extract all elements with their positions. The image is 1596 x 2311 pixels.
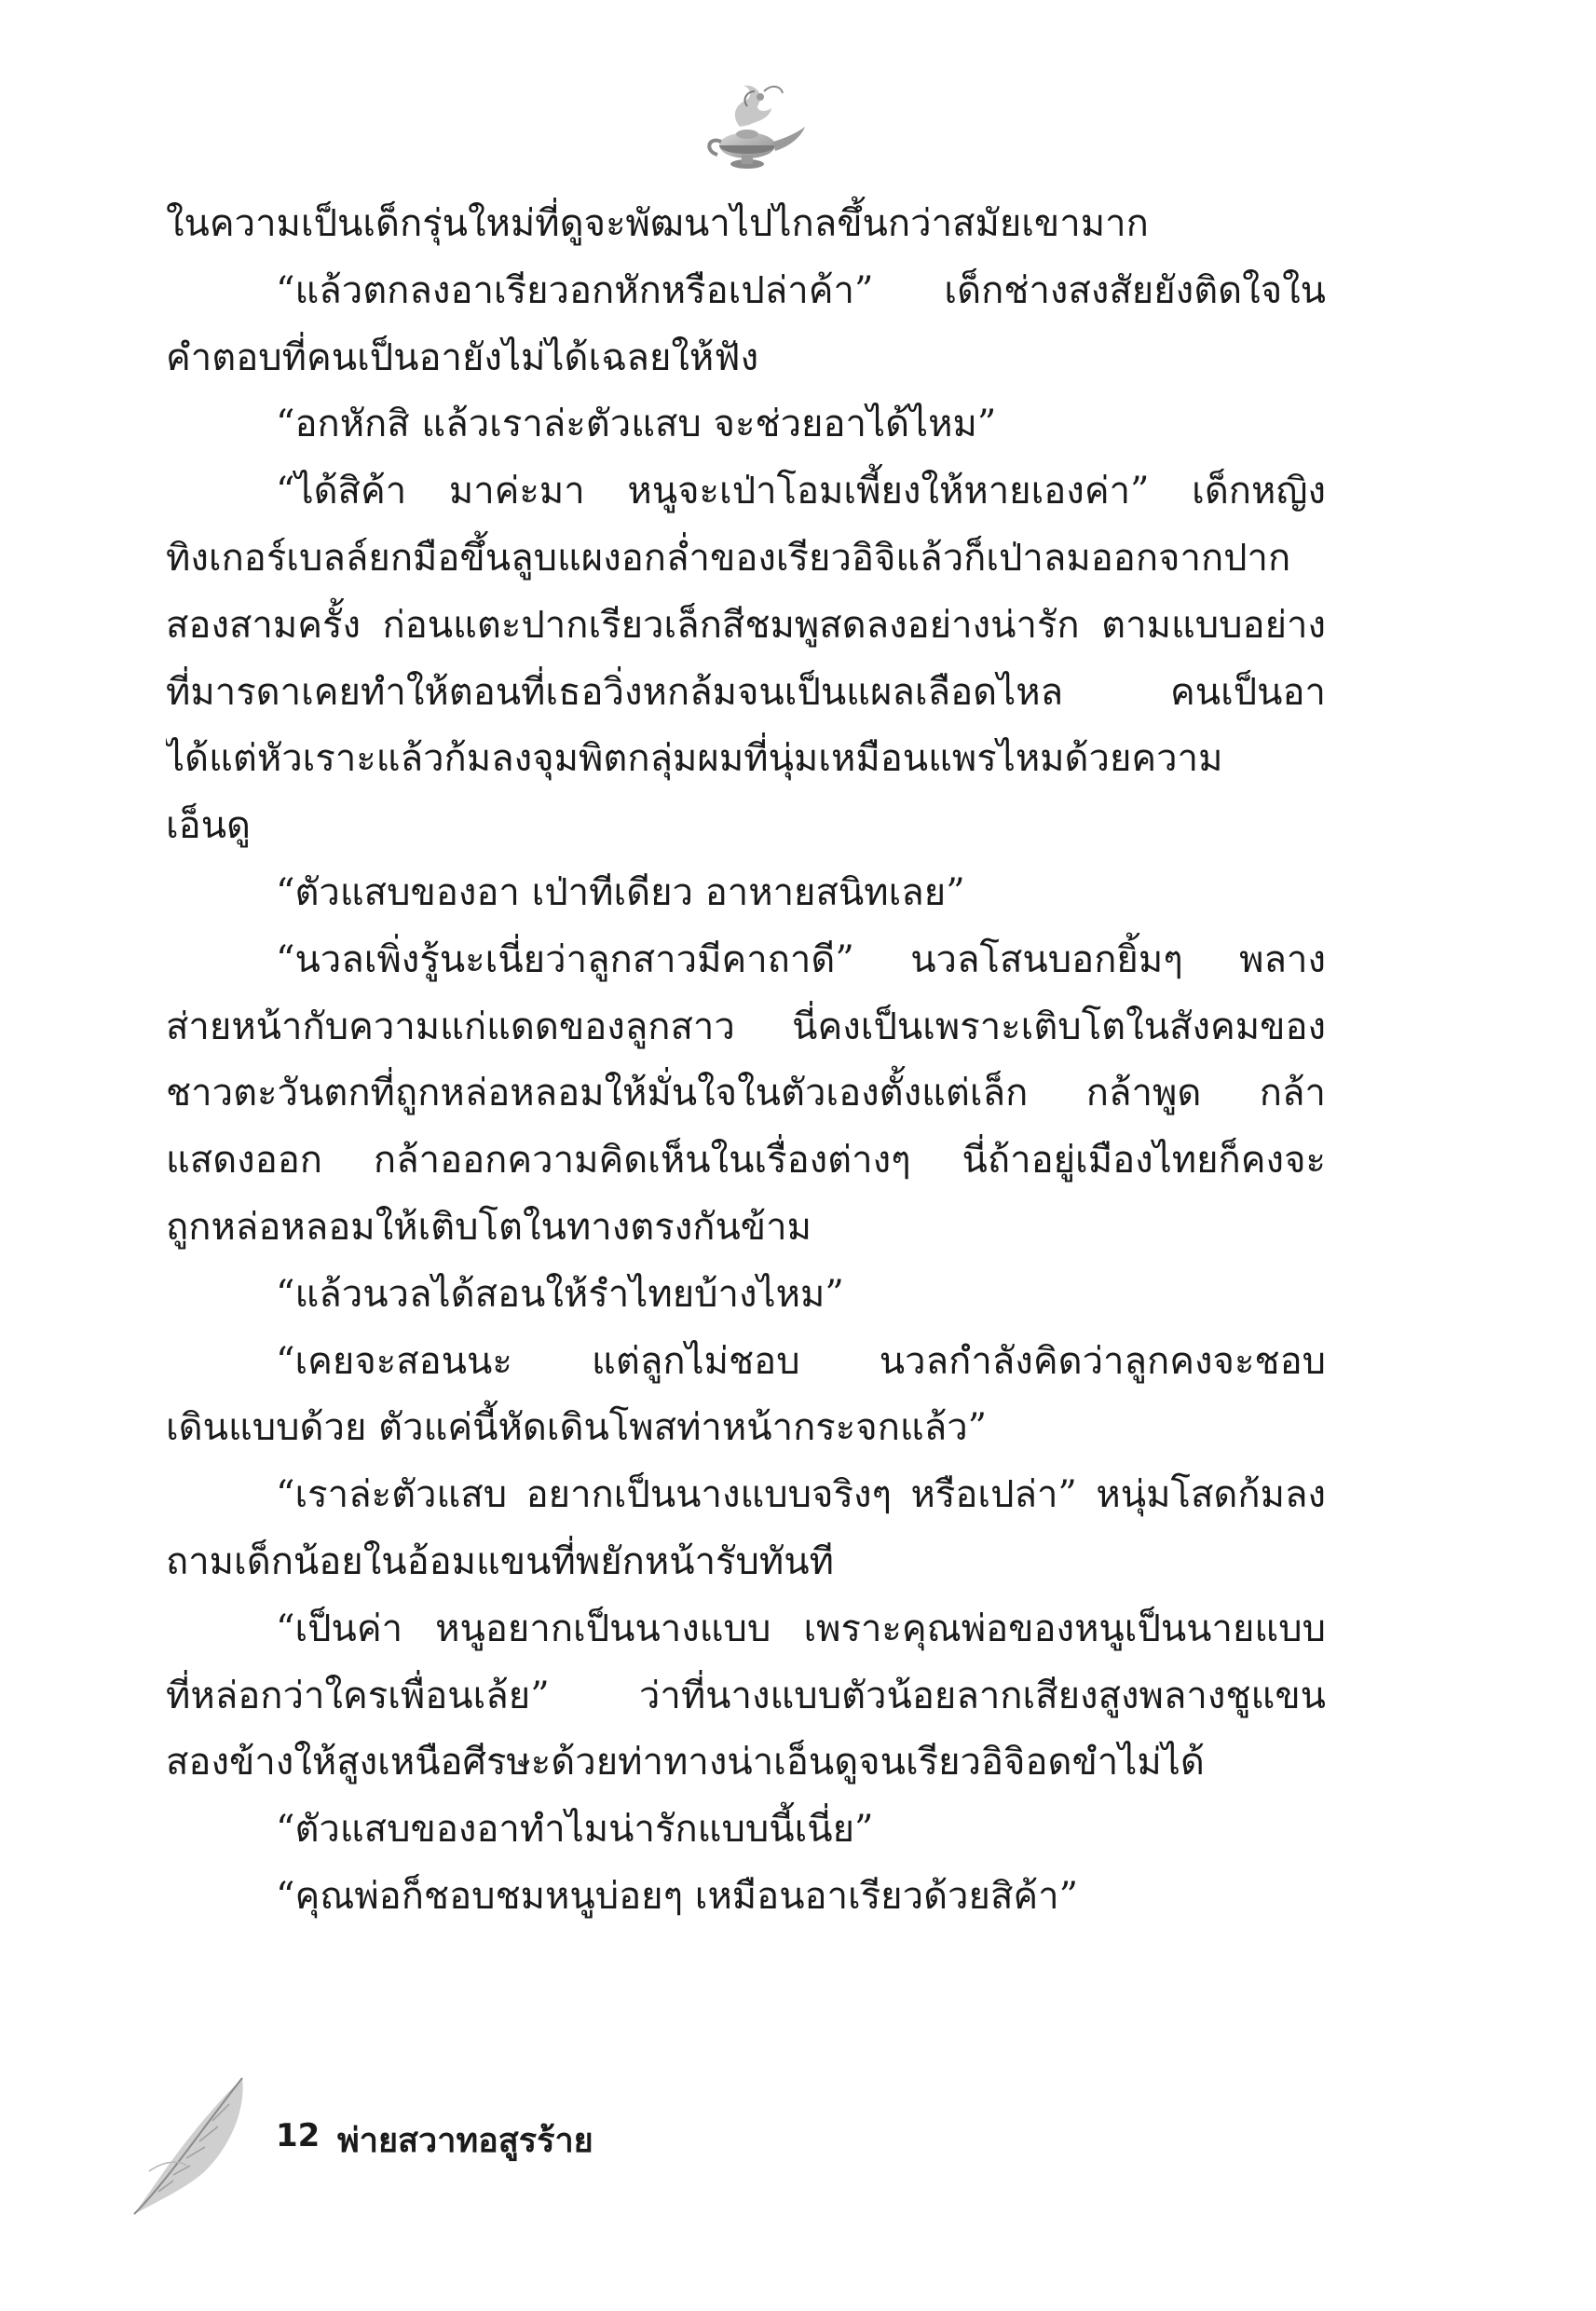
- text-line: “เคยจะสอนนะ แต่ลูกไม่ชอบ นวลกำลังคิดว่าลูกคงจะชอบ: [276, 1339, 1326, 1383]
- text-line: “เราล่ะตัวแสบ อยากเป็นนางแบบจริงๆ หรือเปล่า” หนุ่มโสดก้มลง: [276, 1473, 1326, 1517]
- text-line: เดินแบบด้วย ตัวแค่นี้หัดเดินโพสท่าหน้ากระจกแล้ว”: [166, 1406, 988, 1450]
- text-line: ถูกหล่อหลอมให้เติบโตในทางตรงกันข้าม: [166, 1205, 812, 1249]
- text-line: คำตอบที่คนเป็นอายังไม่ได้เฉลยให้ฟัง: [166, 335, 759, 379]
- text-line: ส่ายหน้ากับความแก่แดดของลูกสาว นี่คงเป็นเพราะเติบโตในสังคมของ: [166, 1005, 1326, 1048]
- text-line: ได้แต่หัวเราะแล้วก้มลงจุมพิตกลุ่มผมที่นุ่มเหมือนแพรไหมด้วยความ: [166, 737, 1223, 781]
- text-line: “คุณพ่อก็ชอบชมหนูบ่อยๆ เหมือนอาเรียวด้วยสิค้า”: [276, 1874, 1079, 1918]
- page-number: 12: [276, 2117, 321, 2154]
- text-line: ที่มารดาเคยทำให้ตอนที่เธอวิ่งหกล้มจนเป็นแผลเลือดไหล คนเป็นอา: [166, 670, 1326, 714]
- text-line: “แล้วตกลงอาเรียวอกหักหรือเปล่าค้า” เด็กช่างสงสัยยังติดใจใน: [276, 268, 1326, 312]
- text-line: ทิงเกอร์เบลล์ยกมือขึ้นลูบแผงอกล่ำของเรียวอิจิแล้วก็เป่าลมออกจากปาก: [166, 536, 1291, 580]
- genie-lamp-ornament-icon: [682, 78, 812, 181]
- text-line: ถามเด็กน้อยในอ้อมแขนที่พยักหน้ารับทันที: [166, 1539, 834, 1583]
- text-line: ที่หล่อกว่าใครเพื่อนเล้ย” ว่าที่นางแบบตัวน้อยลากเสียงสูงพลางชูแขน: [166, 1674, 1326, 1717]
- text-line: เอ็นดู: [166, 804, 252, 848]
- text-line: สองสามครั้ง ก่อนแตะปากเรียวเล็กสีชมพูสดลงอย่างน่ารัก ตามแบบอย่าง: [166, 603, 1326, 647]
- text-line: “ได้สิค้า มาค่ะมา หนูจะเป่าโอมเพี้ยงให้หายเองค่า” เด็กหญิง: [276, 470, 1326, 513]
- text-line: “เป็นค่า หนูอยากเป็นนางแบบ เพราะคุณพ่อของหนูเป็นนายแบบ: [276, 1607, 1326, 1650]
- text-line: “ตัวแสบของอาทำไมน่ารักแบบนี้เนี่ย”: [276, 1808, 874, 1852]
- text-line: ชาวตะวันตกที่ถูกหล่อหลอมให้มั่นใจในตัวเองตั้งแต่เล็ก กล้าพูด กล้า: [166, 1072, 1326, 1115]
- feather-leaf-icon: [130, 2069, 261, 2218]
- text-line: “ตัวแสบของอา เป่าทีเดียว อาหายสนิทเลย”: [276, 870, 965, 914]
- book-title: พ่ายสวาทอสูรร้าย: [337, 2122, 593, 2160]
- text-line: ในความเป็นเด็กรุ่นใหม่ที่ดูจะพัฒนาไปไกลขึ้นกว่าสมัยเขามาก: [166, 202, 1149, 245]
- page-footer: [0, 2069, 1596, 2255]
- text-line: “อกหักสิ แล้วเราล่ะตัวแสบ จะช่วยอาได้ไหม”: [276, 403, 997, 446]
- text-line: “แล้วนวลได้สอนให้รำไทยบ้างไหม”: [276, 1272, 844, 1316]
- body-text: [166, 191, 1326, 1931]
- text-line: “นวลเพิ่งรู้นะเนี่ยว่าลูกสาวมีคาถาดี” นวลโสนบอกยิ้มๆ พลาง: [276, 937, 1326, 981]
- text-line: สองข้างให้สูงเหนือศีรษะด้วยท่าทางน่าเอ็นดูจนเรียวอิจิอดขำไม่ได้: [166, 1741, 1205, 1785]
- text-line: แสดงออก กล้าออกความคิดเห็นในเรื่องต่างๆ นี่ถ้าอยู่เมืองไทยก็คงจะ: [166, 1139, 1326, 1183]
